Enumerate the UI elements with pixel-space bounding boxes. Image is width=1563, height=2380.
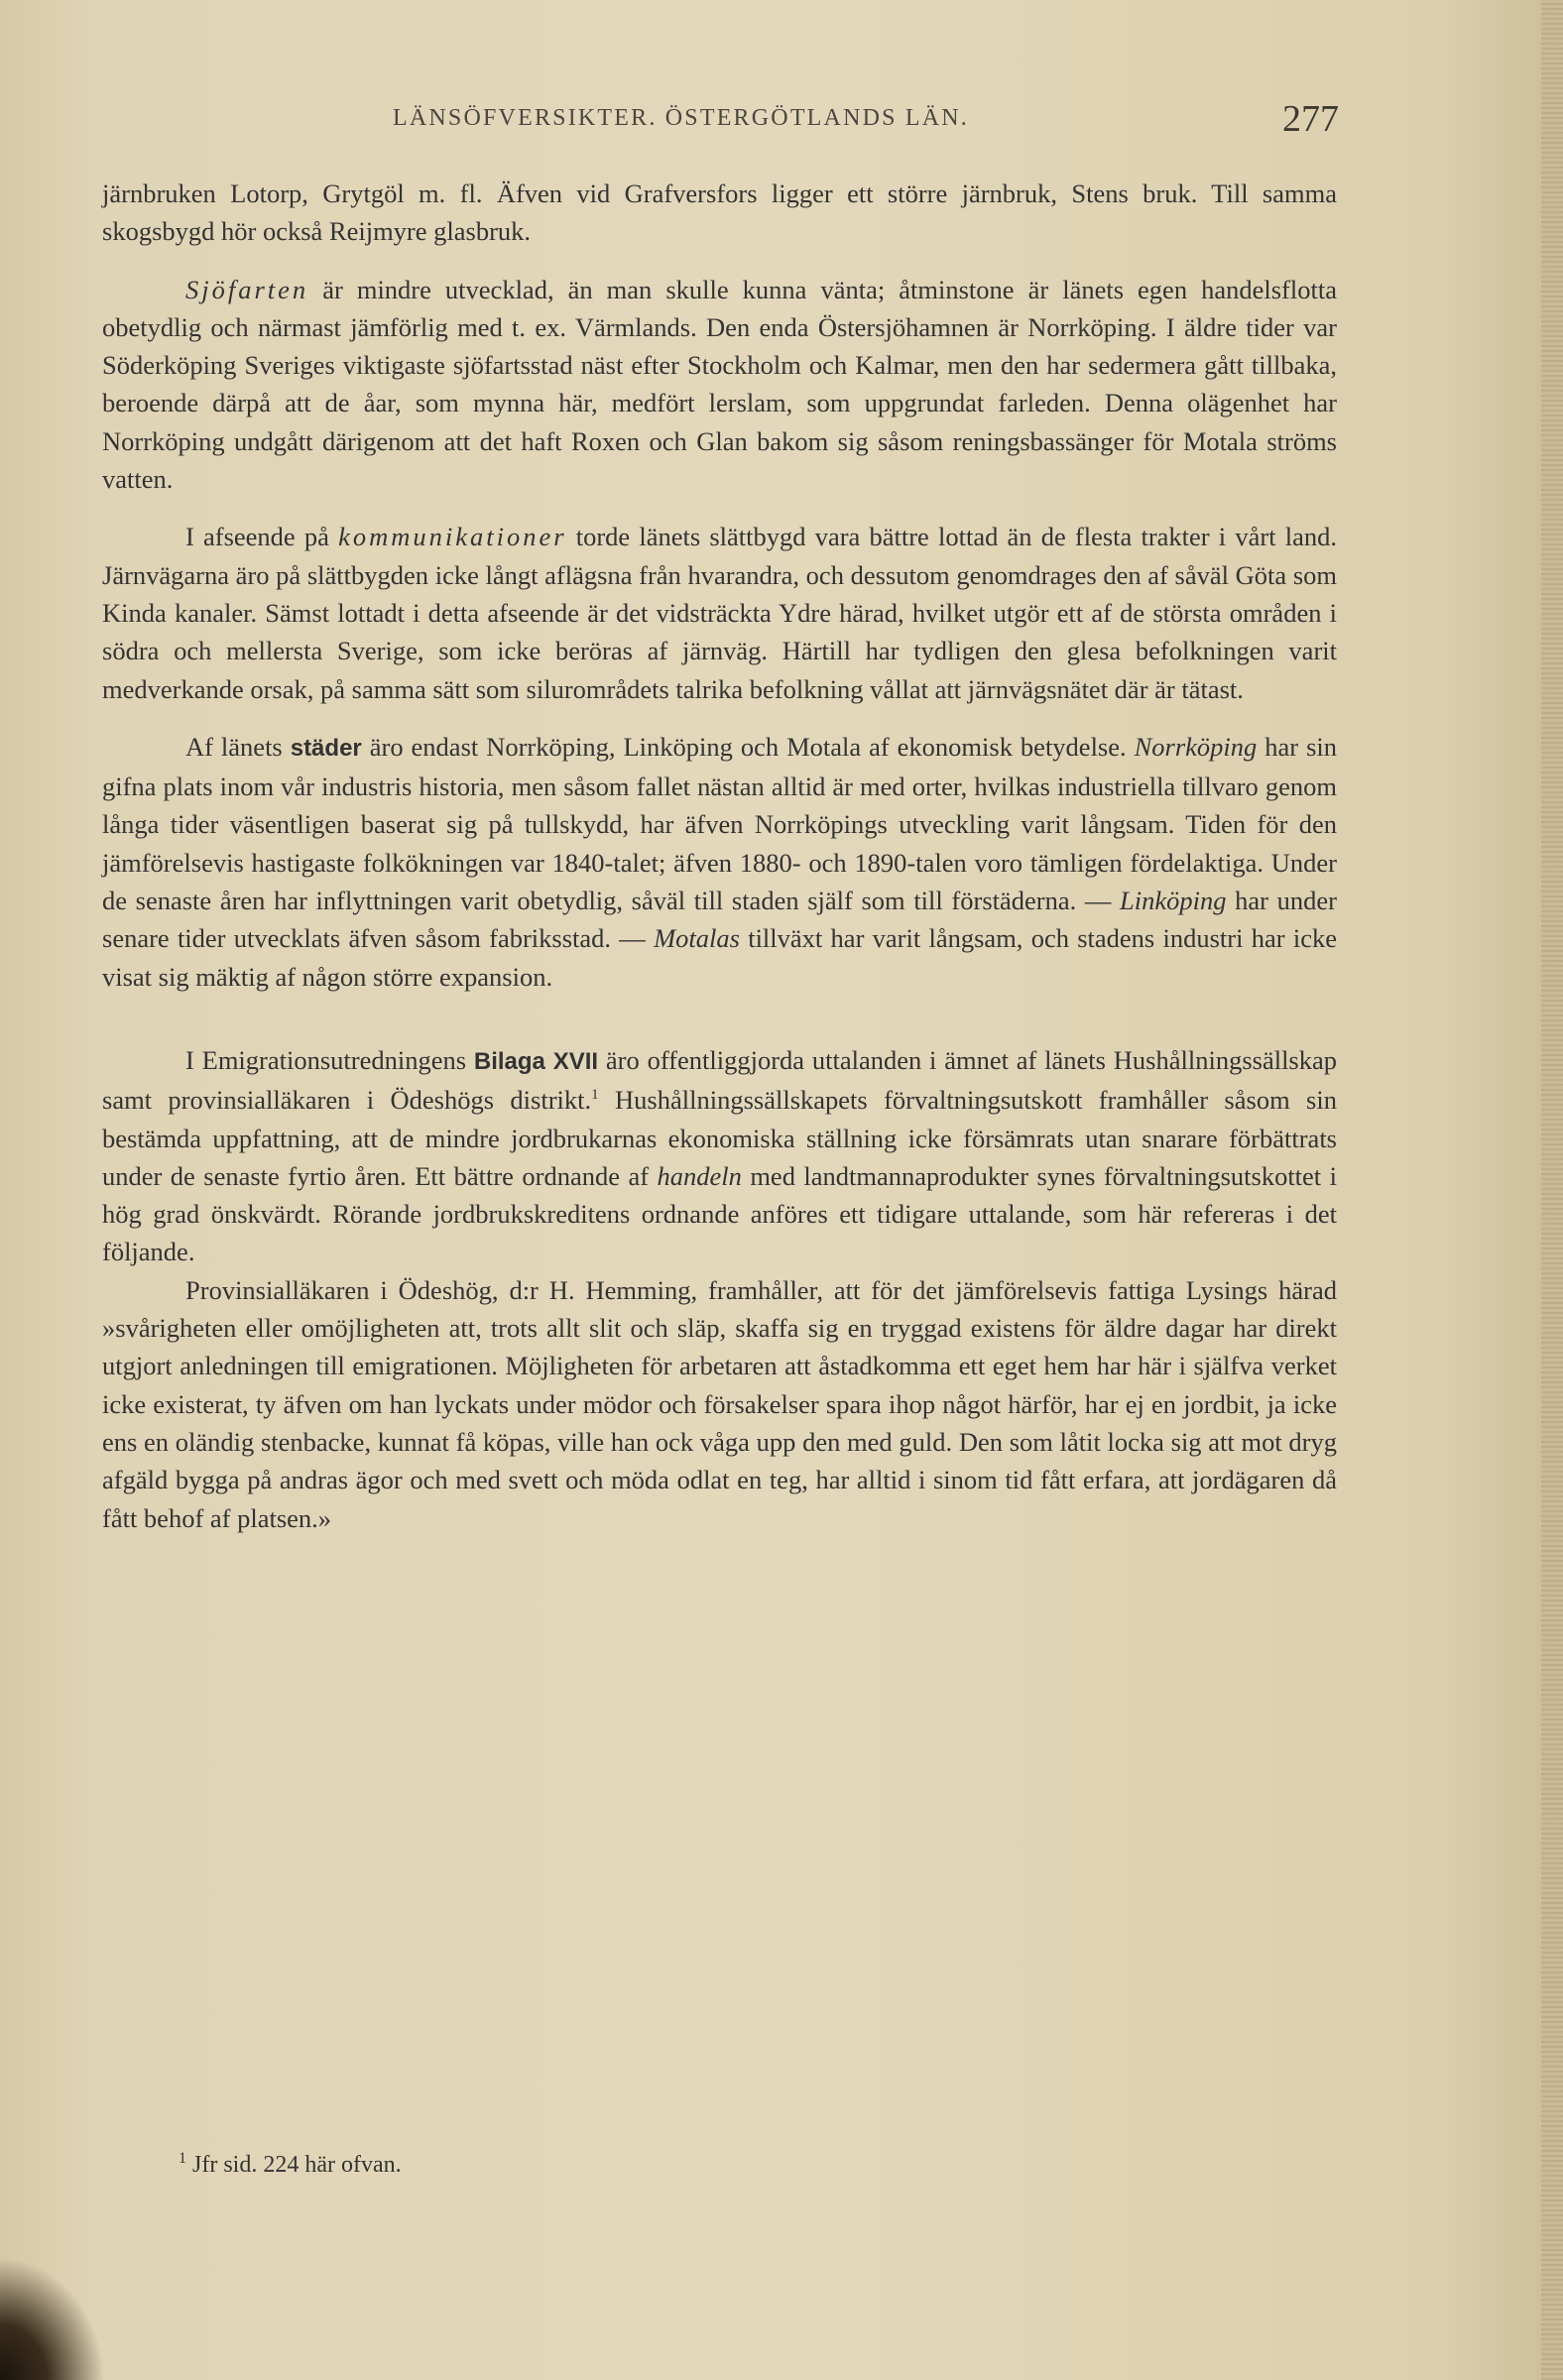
paragraph-emigration	[102, 1041, 1337, 1271]
running-head: LÄNSÖFVERSIKTER. ÖSTERGÖTLANDS LÄN.	[393, 105, 970, 131]
paragraph-shipping	[102, 271, 1337, 499]
paragraph-text: Hushållningssällskapets förvaltningsutskott framhåller såsom sin bestämda uppfattning, att de mindre jordbrukarnas ekonomiska ställning icke försämrats utan snarare förbättrats under de senaste fyrtio åren. Ett bättre ordnande af	[102, 1085, 1337, 1191]
paragraph-text: Provinsialläkaren i Ödeshög, d:r H. Hemming, framhåller, att för det jämförelsevis fattiga Lysings härad »svårigheten eller omöjligheten att, trots allt slit och släp, skaffa sig en tryggad existens för äldre dagar har direkt utgjort anledningen till emigrationen. Möjligheten för arbetaren att åstadkomma ett eget hem har här i själfva verket icke existerat, ty äfven om han lyckats under mödor och försakelser spara ihop något härför, har ej en jordbit, ja icke ens en oländig stenbacke, kunnat få köpas, ville han ock våga upp den med guld. Den som låtit locka sig att mot dryg afgäld bygga på andras ägor och med svett och möda odlat en teg, har alltid i sinom tid fått erfara, att jordägaren då fått behof af platsen.»	[102, 1274, 1337, 1533]
page-number: 277	[1282, 98, 1339, 140]
footnote	[179, 2152, 402, 2179]
paragraph-text: äro offentliggjorda uttalanden i ämnet af länets Hushållningssällskap samt provinsialläkaren i Ödeshögs distrikt.	[102, 1044, 1338, 1116]
page-header	[99, 97, 1339, 147]
body-text	[102, 175, 1337, 1537]
term-towns: städer	[290, 734, 362, 762]
paragraph-physician	[102, 1271, 1337, 1537]
term-bilaga: Bilaga XVII	[473, 1047, 599, 1075]
paragraph-text: torde länets slättbygd vara bättre lottad än de flesta trakter i vårt land. Järnvägarna äro på slättbygden icke långt aflägsna från hvarandra, och dessutom genomdrages den af såväl Göta som Kinda kanaler. Sämst lottadt i detta afseende är det vidsträckta Ydre härad, hvilket utgör ett af de största områden i södra och mellersta Sverige, som icke beröras af järnväg. Härtill har tydligen den glesa befolkningen varit medverkande orsak, på samma sätt som silurområdets talrika befolkning vållat att järnvägsnätet där är tätast.	[102, 522, 1337, 704]
footnote-reference: 1	[591, 1087, 599, 1104]
footnote-text: Jfr sid. 224 här ofvan.	[186, 2152, 402, 2178]
term-norrkoping: Norrköping	[1134, 731, 1258, 762]
paragraph-text: Af länets	[185, 731, 291, 762]
paragraph-text: har sin gifna plats inom vår industris historia, men såsom fallet nästan alltid är med orter, hvilkas industriella tillvaro genom långa tider väsentligen baserat sig på tullskydd, har äfven Norrköpings utveckling varit långsam. Tiden för den jämförelsevis hastigaste folkökningen var 1840-talet; äfven 1880- och 1890-talen voro tämligen fördelaktiga. Under de senaste åren har inflyttningen varit obetydlig, såväl till staden själf som till förstäderna. —	[102, 731, 1337, 916]
paragraph-ironworks	[102, 175, 1337, 251]
paragraph-text: järnbruken Lotorp, Grytgöl m. fl. Äfven vid Grafversfors ligger ett större järnbruk, Stens bruk. Till samma skogsbygd hör också Reijmyre glasbruk.	[102, 178, 1337, 247]
paragraph-towns	[102, 728, 1337, 996]
term-communications: kommunikationer	[338, 522, 567, 552]
paragraph-text: I Emigrationsutredningens	[185, 1044, 474, 1075]
paragraph-text: med landtmannaprodukter synes förvaltningsutskottet i hög grad önskvärdt. Rörande jordbrukskreditens ordnande anföres ett tidigare uttalande, som här refereras i det följande.	[102, 1160, 1337, 1267]
term-linkoping: Linköping	[1120, 886, 1227, 916]
footnote-mark: 1	[179, 2150, 186, 2167]
paragraph-text: är mindre utvecklad, än man skulle kunna vänta; åtminstone är länets egen handelsflotta obetydlig och närmast jämförlig med t. ex. Värmlands. Den enda Östersjöhamnen är Norrköping. I äldre tider var Söderköping Sveriges viktigaste sjöfartsstad näst efter Stockholm och Kalmar, men den har sedermera gått tillbaka, beroende därpå att de åar, som mynna här, medfört lerslam, som uppgrundat farleden. Denna olägenhet har Norrköping undgått därigenom att det haft Roxen och Glan bakom sig såsom reningsbassänger för Motala ströms vatten.	[102, 274, 1337, 495]
term-shipping: Sjöfarten	[185, 274, 309, 304]
paragraph-communications	[102, 518, 1337, 707]
page-edge	[1541, 0, 1563, 2380]
paragraph-text: har under senare tider utvecklats äfven såsom fabriksstad. —	[102, 886, 1337, 954]
paragraph-text: I afseende på	[185, 522, 339, 552]
term-motalas: Motalas	[654, 923, 740, 954]
corner-shadow	[0, 2241, 119, 2380]
paragraph-text: tillväxt har varit långsam, och stadens industri har icke visat sig mäktig af någon större expansion.	[102, 923, 1337, 992]
paragraph-text: äro endast Norrköping, Linköping och Motala af ekonomisk betydelse.	[361, 731, 1135, 762]
term-handeln: handeln	[657, 1160, 742, 1191]
